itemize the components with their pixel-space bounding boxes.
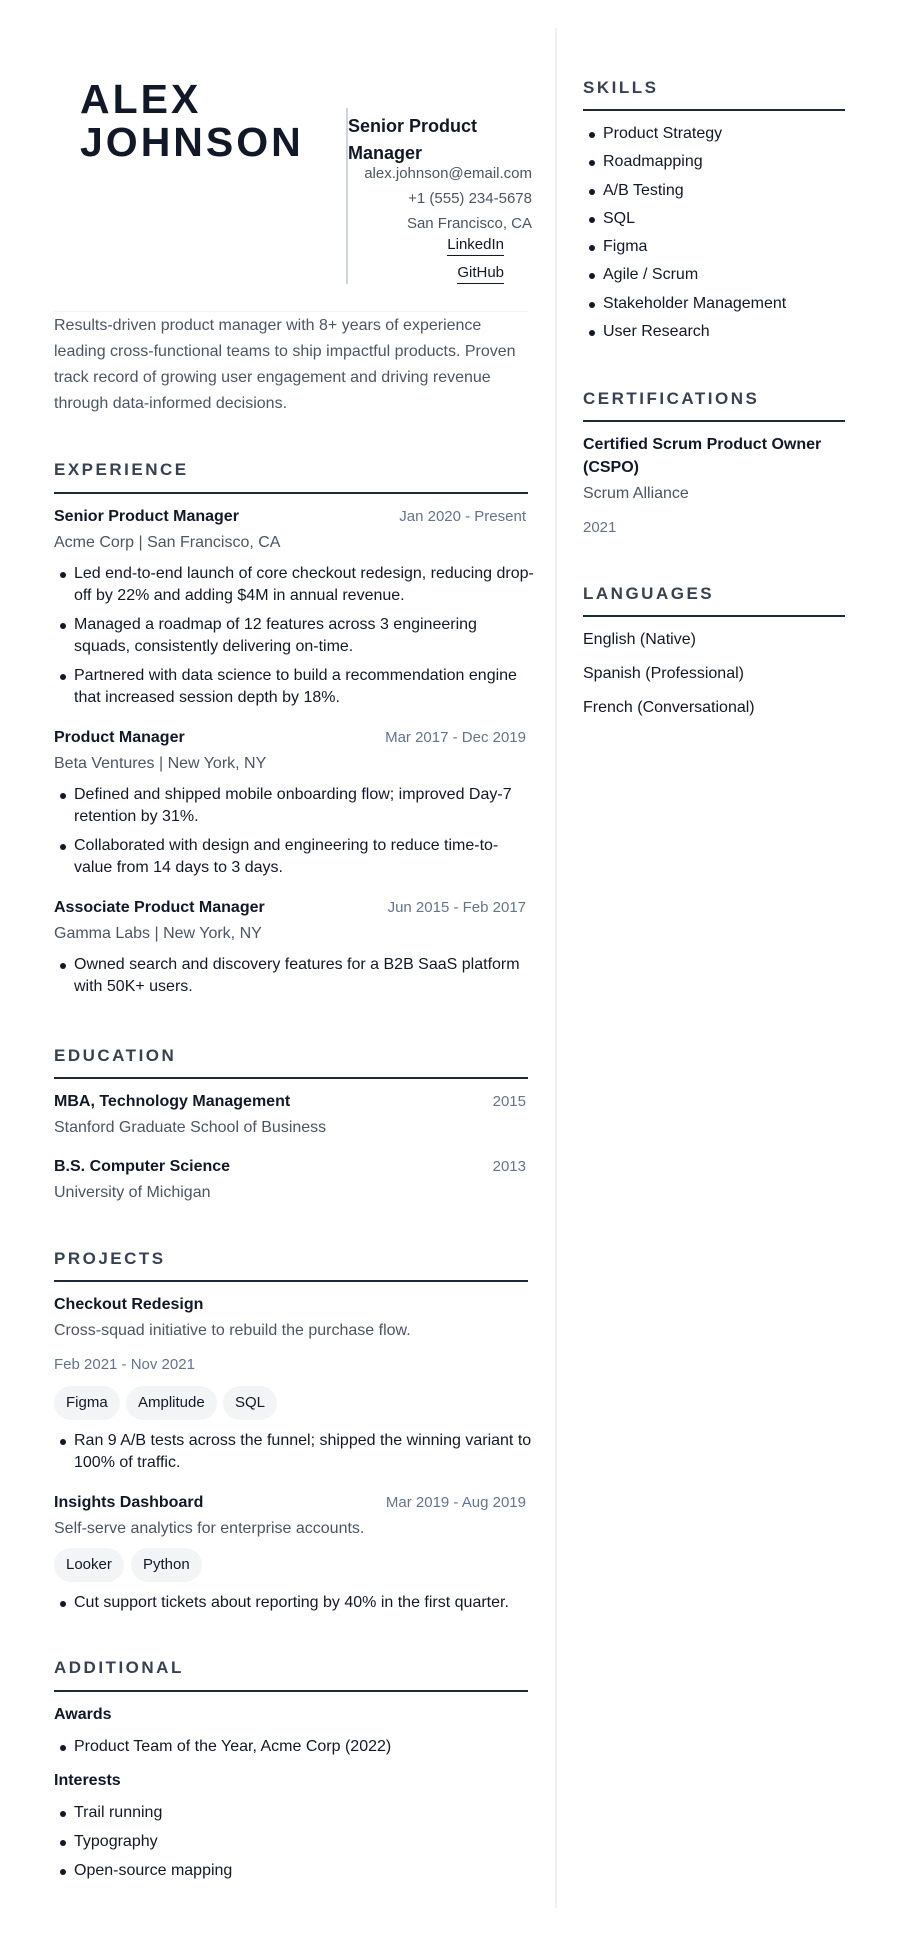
list-item: Cut support tickets about reporting by 40% in the first quarter.	[54, 1592, 534, 1614]
certifications-rule	[583, 420, 845, 422]
education-degree: MBA, Technology Management	[54, 1093, 291, 1110]
project-dates: Feb 2021 - Nov 2021	[54, 1356, 195, 1373]
location-text: San Francisco, CA	[406, 215, 532, 232]
list-item: Open-source mapping	[54, 1860, 534, 1882]
experience-bullets	[54, 954, 534, 1005]
awards-list	[54, 1736, 534, 1765]
education-rule	[54, 1077, 528, 1079]
certifications-heading: CERTIFICATIONS	[583, 389, 760, 408]
name-first: ALEX	[80, 76, 202, 122]
additional-heading: ADDITIONAL	[54, 1658, 184, 1677]
interests-list	[54, 1802, 534, 1889]
project-name: Insights Dashboard	[54, 1494, 204, 1511]
skill-item: User Research	[583, 321, 843, 343]
project-description: Self-serve analytics for enterprise accounts.	[54, 1520, 365, 1537]
project-bullets	[54, 1592, 534, 1621]
job-title-line1: Senior Product	[348, 116, 478, 136]
candidate-name	[80, 78, 350, 164]
linkedin-link[interactable]: LinkedIn	[447, 235, 504, 256]
experience-job-title: Associate Product Manager	[54, 899, 265, 916]
project-tag: Looker	[54, 1548, 124, 1582]
skill-item: Figma	[583, 236, 843, 258]
list-item: Typography	[54, 1831, 534, 1853]
header-divider	[54, 311, 528, 312]
email-text[interactable]: alex.johnson@email.com	[364, 165, 532, 182]
github-link[interactable]: GitHub	[457, 263, 504, 284]
project-description: Cross-squad initiative to rebuild the purchase flow.	[54, 1322, 411, 1339]
languages-rule	[583, 615, 845, 617]
experience-company: Beta Ventures | New York, NY	[54, 755, 267, 772]
project-tag: SQL	[223, 1386, 277, 1420]
project-tag: Amplitude	[126, 1386, 217, 1420]
certification-name-line1: Certified Scrum Product Owner	[583, 436, 822, 453]
skill-item: Product Strategy	[583, 123, 843, 145]
list-item: Partnered with data science to build a recommendation engine that increased session depth by 18%.	[54, 665, 534, 709]
list-item: Trail running	[54, 1802, 534, 1824]
language-item: English (Native)	[583, 631, 696, 648]
skills-rule	[583, 109, 845, 111]
project-tag: Figma	[54, 1386, 120, 1420]
skill-item: SQL	[583, 208, 843, 230]
list-item: Managed a roadmap of 12 features across 3 engineering squads, consistently delivering on-time.	[54, 614, 534, 658]
projects-heading: PROJECTS	[54, 1249, 166, 1268]
experience-company: Gamma Labs | New York, NY	[54, 925, 262, 942]
experience-dates: Jun 2015 - Feb 2017	[387, 899, 526, 916]
skills-list	[583, 123, 843, 349]
name-last: JOHNSON	[80, 119, 304, 165]
experience-bullets	[54, 784, 534, 886]
education-year: 2013	[492, 1158, 526, 1175]
list-item: Product Team of the Year, Acme Corp (2022)	[54, 1736, 534, 1758]
interests-label: Interests	[54, 1772, 121, 1789]
job-title-line2: Manager	[348, 143, 423, 163]
experience-rule	[54, 492, 528, 494]
experience-company: Acme Corp | San Francisco, CA	[54, 534, 281, 551]
education-school: University of Michigan	[54, 1184, 211, 1201]
list-item: Collaborated with design and engineering to reduce time-to-value from 14 days to 3 days.	[54, 835, 534, 879]
project-tag: Python	[131, 1548, 202, 1582]
education-school: Stanford Graduate School of Business	[54, 1119, 327, 1136]
projects-rule	[54, 1280, 528, 1282]
certification-issuer: Scrum Alliance	[583, 485, 689, 502]
language-item: Spanish (Professional)	[583, 665, 744, 682]
certification-name-line2: (CSPO)	[583, 459, 639, 476]
experience-job-title: Product Manager	[54, 729, 185, 746]
project-name: Checkout Redesign	[54, 1296, 204, 1313]
experience-job-title: Senior Product Manager	[54, 508, 239, 525]
list-item: Owned search and discovery features for a B2B SaaS platform with 50K+ users.	[54, 954, 534, 998]
experience-bullets	[54, 563, 534, 716]
list-item: Defined and shipped mobile onboarding flow; improved Day-7 retention by 31%.	[54, 784, 534, 828]
experience-dates: Jan 2020 - Present	[399, 508, 526, 525]
phone-text: +1 (555) 234-5678	[408, 190, 532, 207]
column-divider	[555, 28, 557, 1908]
awards-label: Awards	[54, 1706, 112, 1723]
contact-block	[346, 108, 532, 284]
project-bullets	[54, 1430, 534, 1481]
list-item: Ran 9 A/B tests across the funnel; shipped the winning variant to 100% of traffic.	[54, 1430, 534, 1474]
education-heading: EDUCATION	[54, 1046, 177, 1065]
language-item: French (Conversational)	[583, 699, 755, 716]
certification-year: 2021	[583, 519, 617, 536]
skill-item: A/B Testing	[583, 180, 843, 202]
languages-heading: LANGUAGES	[583, 584, 715, 603]
skill-item: Agile / Scrum	[583, 264, 843, 286]
additional-rule	[54, 1690, 528, 1692]
list-item: Led end-to-end launch of core checkout redesign, reducing drop-off by 22% and adding $4M in annual revenue.	[54, 563, 534, 607]
experience-dates: Mar 2017 - Dec 2019	[385, 729, 526, 746]
experience-heading: EXPERIENCE	[54, 460, 189, 479]
skills-heading: SKILLS	[583, 78, 659, 97]
skill-item: Roadmapping	[583, 151, 843, 173]
project-dates: Mar 2019 - Aug 2019	[385, 1494, 526, 1511]
education-degree: B.S. Computer Science	[54, 1158, 231, 1175]
skill-item: Stakeholder Management	[583, 293, 843, 315]
education-year: 2015	[492, 1093, 526, 1110]
summary-text: Results-driven product manager with 8+ years of experience leading cross-functional teams to ship impactful products. Proven track record of growing user engagement and driving revenue through data-informed decisions.	[54, 317, 516, 412]
job-title	[348, 113, 532, 167]
